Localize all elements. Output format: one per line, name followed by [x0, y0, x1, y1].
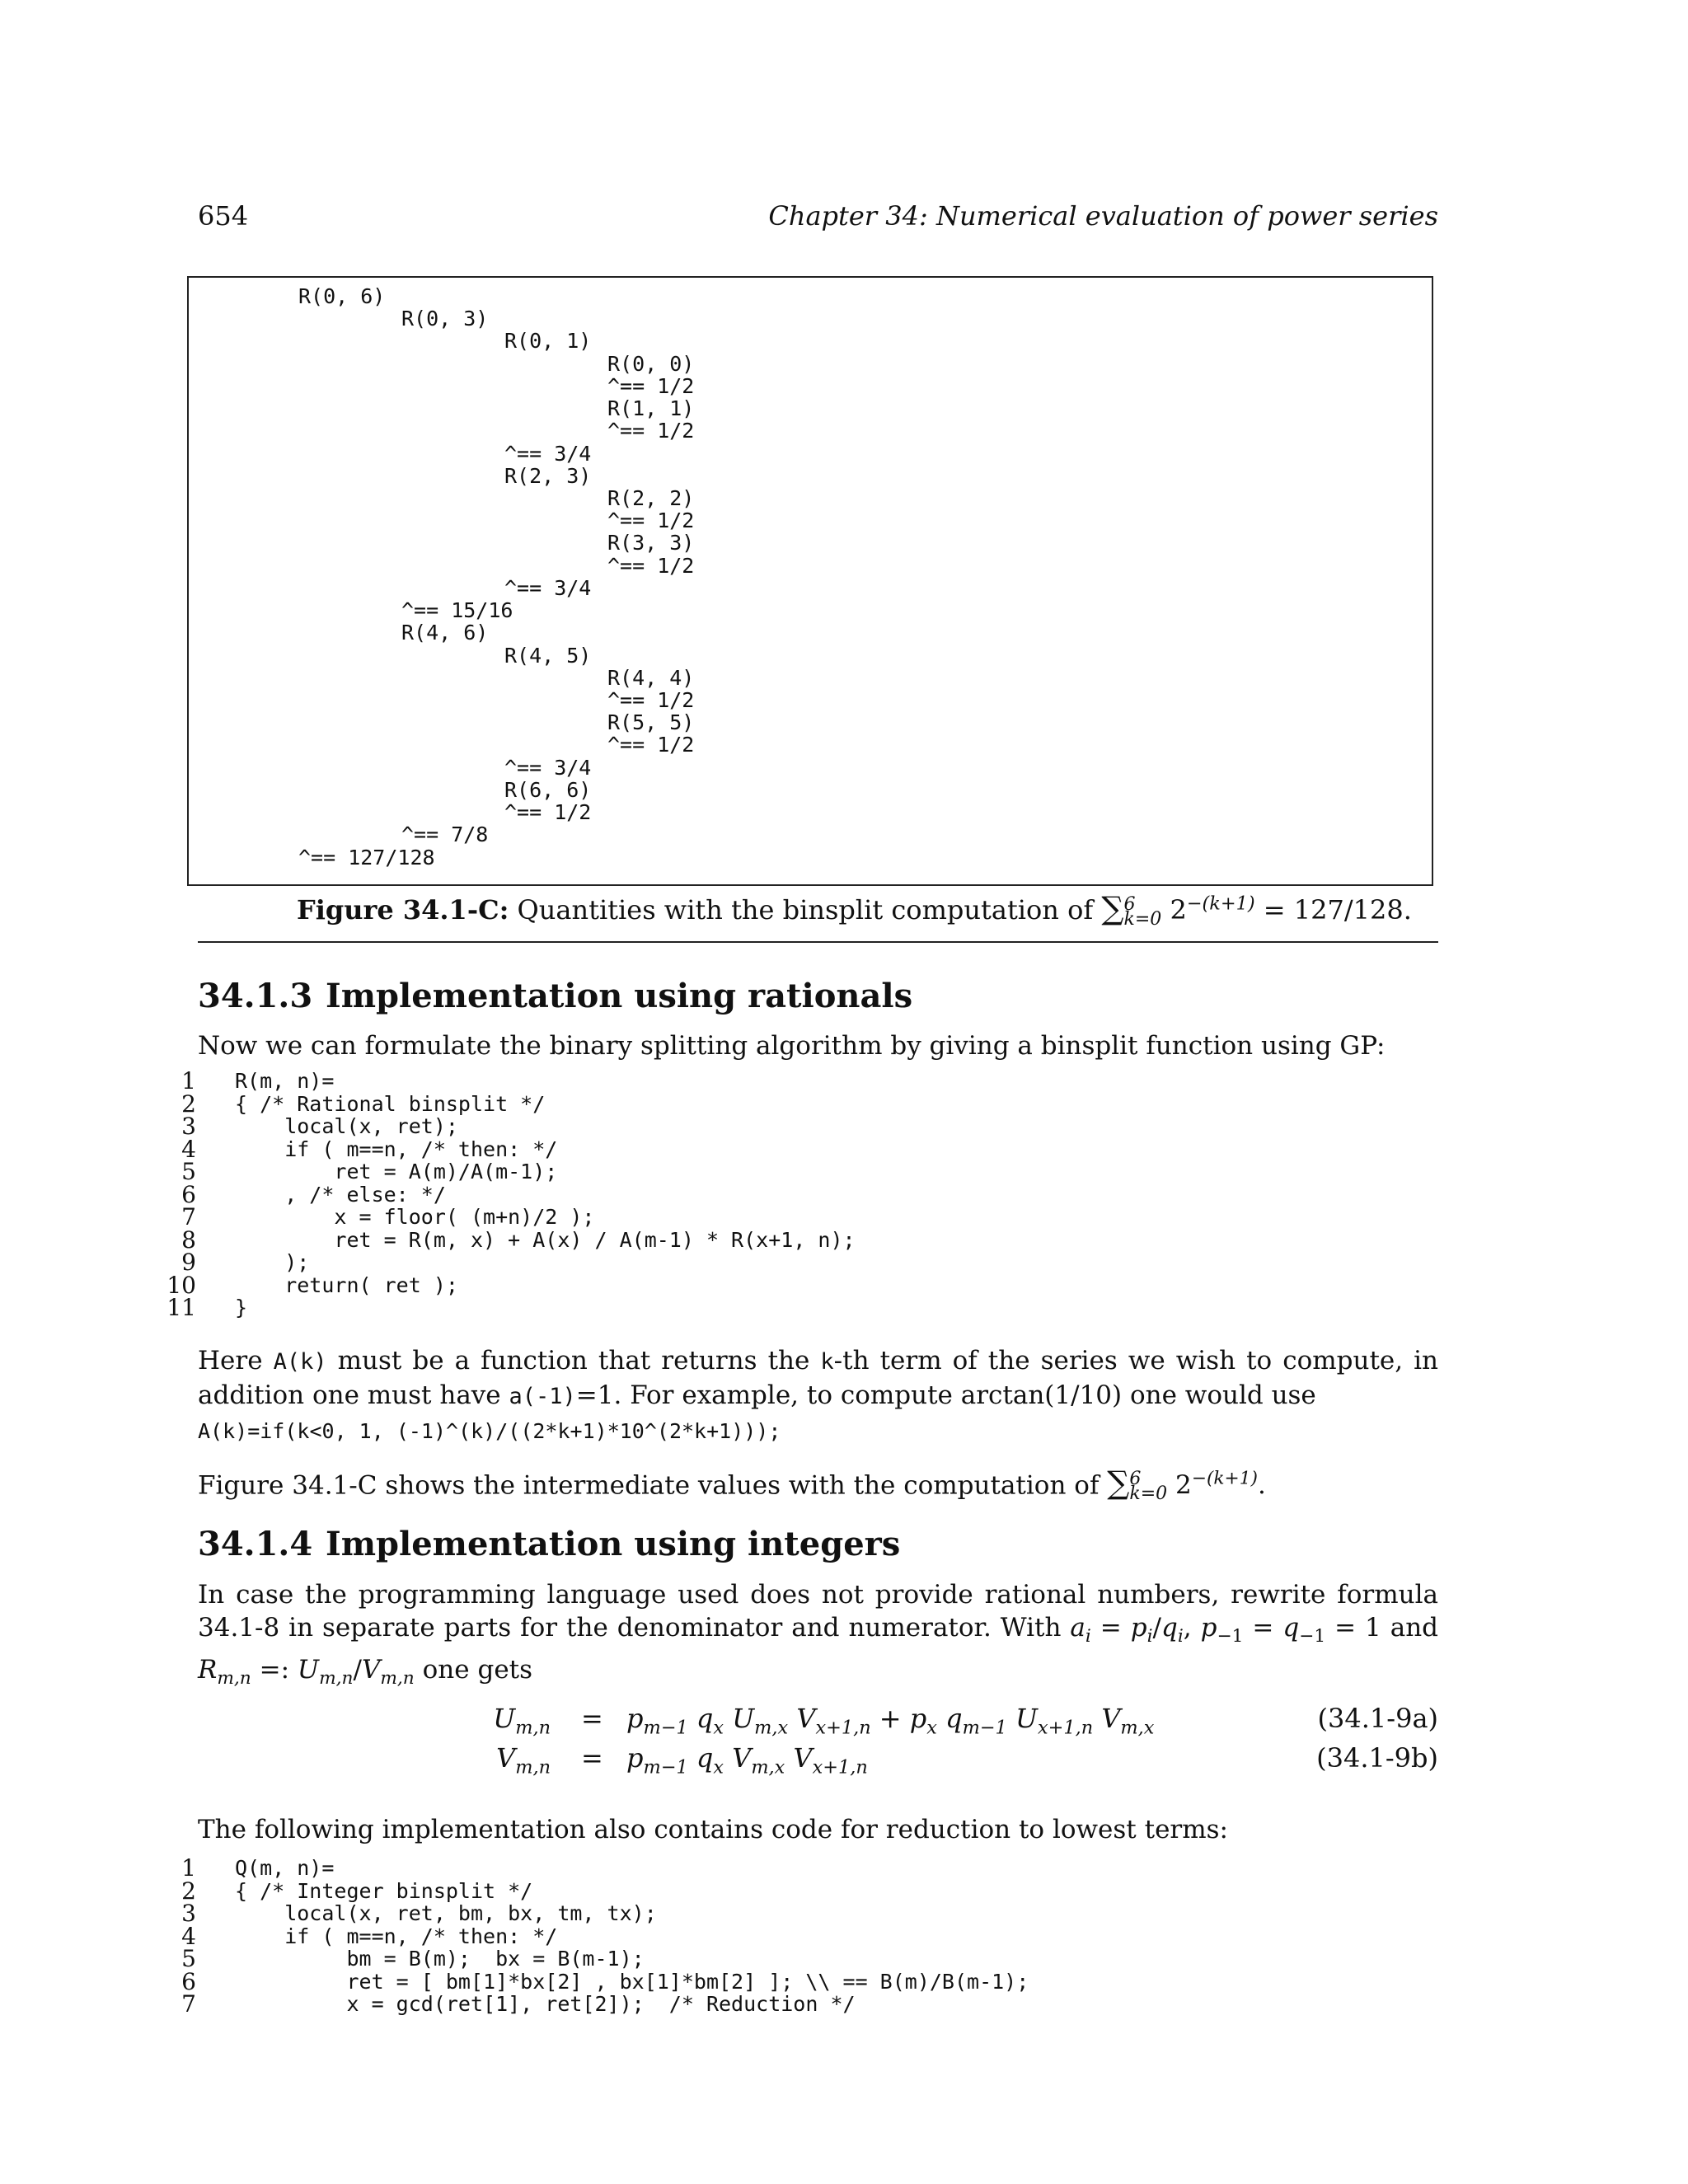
figure-box — [187, 276, 1433, 886]
text-run: one gets — [422, 1655, 533, 1685]
inline-code: A(k) — [273, 1349, 327, 1375]
tree-line: ^== 1/2 — [607, 688, 695, 712]
section-number: 34.1.4 — [198, 1525, 313, 1563]
caption-exponent: −(k+1) — [1186, 893, 1255, 915]
line-number: 6 — [181, 1180, 196, 1208]
running-head — [198, 200, 1438, 241]
line-number: 11 — [166, 1294, 196, 1321]
tree-line: ^== 1/2 — [504, 800, 592, 824]
text-run: Figure 34.1-C shows the intermediate values with the computation of — [198, 1470, 1100, 1501]
caption-text: Quantities with the binsplit computation of — [517, 894, 1094, 926]
equation-lhs — [496, 1742, 551, 1778]
section-number: 34.1.3 — [198, 977, 313, 1015]
tree-line: ^== 1/2 — [607, 554, 695, 578]
section-heading — [198, 1525, 900, 1563]
tree-line: R(5, 5) — [607, 710, 695, 734]
tree-line: ^== 127/128 — [298, 846, 435, 869]
integer-intro-paragraph — [198, 1578, 1438, 1695]
tree-line: R(4, 4) — [607, 666, 695, 690]
line-number: 5 — [181, 1945, 196, 1972]
code-text: R(m, n)= — [235, 1069, 335, 1093]
inline-code: a(-1) — [509, 1384, 576, 1409]
tree-line: R(2, 3) — [504, 464, 592, 488]
tree-line: ^== 1/2 — [607, 733, 695, 757]
code-text: } — [235, 1296, 248, 1319]
sum-term: 2 — [1175, 1470, 1192, 1501]
tree-line: R(6, 6) — [504, 778, 592, 802]
line-number: 9 — [181, 1249, 196, 1276]
section-title: Implementation using rationals — [326, 977, 913, 1015]
tree-line: R(0, 3) — [401, 307, 489, 330]
tree-line: ^== 1/2 — [607, 509, 695, 532]
tree-line: R(0, 1) — [504, 329, 592, 353]
code-text: if ( m==n, /* then: */ — [235, 1924, 558, 1948]
sum-symbol: ∑ — [1107, 1465, 1130, 1502]
tree-line: ^== 7/8 — [401, 823, 489, 846]
explanation-paragraph — [198, 1344, 1438, 1413]
tree-line: R(1, 1) — [607, 396, 695, 420]
line-number: 6 — [181, 1967, 196, 1995]
code-text: x = gcd(ret[1], ret[2]); /* Reduction */ — [235, 1992, 856, 2016]
chapter-title: Chapter 34: Numerical evaluation of power series — [768, 200, 1438, 232]
implementation-intro: The following implementation also contains code for reduction to lowest terms: — [198, 1815, 1228, 1844]
line-number: 1 — [181, 1854, 196, 1882]
tree-line: ^== 15/16 — [401, 598, 513, 622]
code-text: , /* else: */ — [235, 1182, 446, 1207]
caption-result: = 127/128. — [1263, 894, 1412, 926]
section-title: Implementation using integers — [326, 1525, 901, 1563]
lhs-symbol: V — [496, 1742, 516, 1774]
sum-upper: 6 — [1129, 1468, 1142, 1489]
tree-line: R(0, 0) — [607, 352, 695, 376]
caption-label: Figure 34.1-C: — [297, 894, 509, 926]
code-text: ret = [ bm[1]*bx[2] , bx[1]*bm[2] ]; \\ == B(m)/B(m-1); — [235, 1969, 1029, 1994]
tree-line: R(3, 3) — [607, 531, 695, 555]
line-number: 3 — [181, 1900, 196, 1927]
figure-reference-paragraph — [198, 1463, 1438, 1502]
text-run: In case the programming language used does not provide rational numbers, rewrite formula 34.1-8 in separate parts for the denominator and numerator. With — [198, 1580, 1438, 1643]
code-text: ret = R(m, x) + A(x) / A(m-1) * R(x+1, n); — [235, 1227, 856, 1252]
line-number: 8 — [181, 1226, 196, 1254]
section-intro: Now we can formulate the binary splitting algorithm by giving a binsplit function using GP: — [198, 1031, 1386, 1061]
equation-lhs — [493, 1703, 551, 1738]
line-number: 4 — [181, 1135, 196, 1163]
lhs-subscript: m,n — [515, 1717, 551, 1739]
code-text: return( ret ); — [235, 1272, 458, 1297]
tree-line: ^== 1/2 — [607, 374, 695, 398]
equation-tag: (34.1-9a) — [1317, 1703, 1438, 1734]
line-number: 10 — [166, 1271, 196, 1299]
tree-line: ^== 3/4 — [504, 442, 592, 466]
figure-caption — [297, 890, 1412, 930]
sum-exponent: −(k+1) — [1191, 1469, 1258, 1489]
code-text: ); — [235, 1250, 310, 1274]
line-number: 3 — [181, 1113, 196, 1140]
tree-line: R(0, 6) — [298, 284, 386, 308]
line-number: 7 — [181, 1990, 196, 2018]
tree-line: R(4, 6) — [401, 621, 489, 644]
line-number: 2 — [181, 1877, 196, 1905]
text-run: -th term of the series we wish to compute, in addition one must have — [198, 1346, 1439, 1410]
code-text: local(x, ret); — [235, 1114, 458, 1138]
text-run: =1. For example, to compute arctan(1/10) one would use — [575, 1380, 1316, 1410]
example-code: A(k)=if(k<0, 1, (-1)^(k)/((2*k+1)*10^(2*k+1))); — [198, 1419, 781, 1443]
tree-line: R(2, 2) — [607, 486, 695, 510]
code-text: if ( m==n, /* then: */ — [235, 1137, 558, 1161]
line-number: 1 — [181, 1067, 196, 1094]
lhs-subscript: m,n — [515, 1756, 551, 1779]
code-text: bm = B(m); bx = B(m-1); — [235, 1947, 645, 1971]
sum-upper: 6 — [1123, 893, 1136, 915]
text-run: must be a function that returns the — [337, 1346, 810, 1376]
code-text: local(x, ret, bm, bx, tm, tx); — [235, 1901, 657, 1925]
sum-formula — [1107, 1465, 1266, 1504]
code-text: { /* Rational binsplit */ — [235, 1091, 546, 1116]
line-number: 2 — [181, 1090, 196, 1118]
equation-row — [0, 1703, 1688, 1739]
sum-lower: k=0 — [1123, 908, 1162, 930]
tree-line: ^== 1/2 — [607, 419, 695, 443]
page-number: 654 — [198, 200, 249, 232]
caption-term: 2 — [1170, 894, 1187, 926]
line-number: 5 — [181, 1158, 196, 1185]
code-text: ret = A(m)/A(m-1); — [235, 1160, 558, 1183]
code-text: x = floor( (m+n)/2 ); — [235, 1205, 595, 1229]
equation-rhs: $p_{m-1}$ $q_x$ $V_{m,x}$ $V_{x+1,n}$ — [626, 1742, 868, 1779]
equals-sign: = — [581, 1703, 603, 1734]
caption-formula — [1101, 890, 1412, 930]
equation-tag: (34.1-9b) — [1316, 1742, 1438, 1774]
equals-sign: = — [581, 1742, 603, 1774]
sum-symbol: ∑ — [1101, 890, 1124, 926]
definition-formula: $a_i = p_i/q_i$, $p_{-1} = q_{-1} = 1$ and $R_{m,n}$ =: $U_{m,n}/V_{m,n}$ — [198, 1613, 1439, 1690]
figure-rule — [198, 941, 1438, 943]
line-number: 7 — [181, 1203, 196, 1230]
equation-row — [0, 1742, 1688, 1779]
lhs-symbol: U — [493, 1703, 516, 1734]
equation-rhs: $p_{m-1}$ $q_x$ $U_{m,x}$ $V_{x+1,n} + p_x$ $q_{m-1}$ $U_{x+1,n}$ $V_{m,x}$ — [626, 1703, 1155, 1739]
text-run: Here — [198, 1346, 263, 1376]
code-text: Q(m, n)= — [235, 1856, 335, 1880]
code-text: { /* Integer binsplit */ — [235, 1878, 533, 1903]
section-heading — [198, 977, 912, 1015]
tree-line: ^== 3/4 — [504, 576, 592, 600]
sum-lower: k=0 — [1129, 1483, 1168, 1504]
tree-line: ^== 3/4 — [504, 756, 592, 780]
tree-line: R(4, 5) — [504, 644, 592, 668]
inline-code: k — [820, 1349, 834, 1375]
text-run: . — [1258, 1470, 1266, 1501]
line-number: 4 — [181, 1922, 196, 1950]
